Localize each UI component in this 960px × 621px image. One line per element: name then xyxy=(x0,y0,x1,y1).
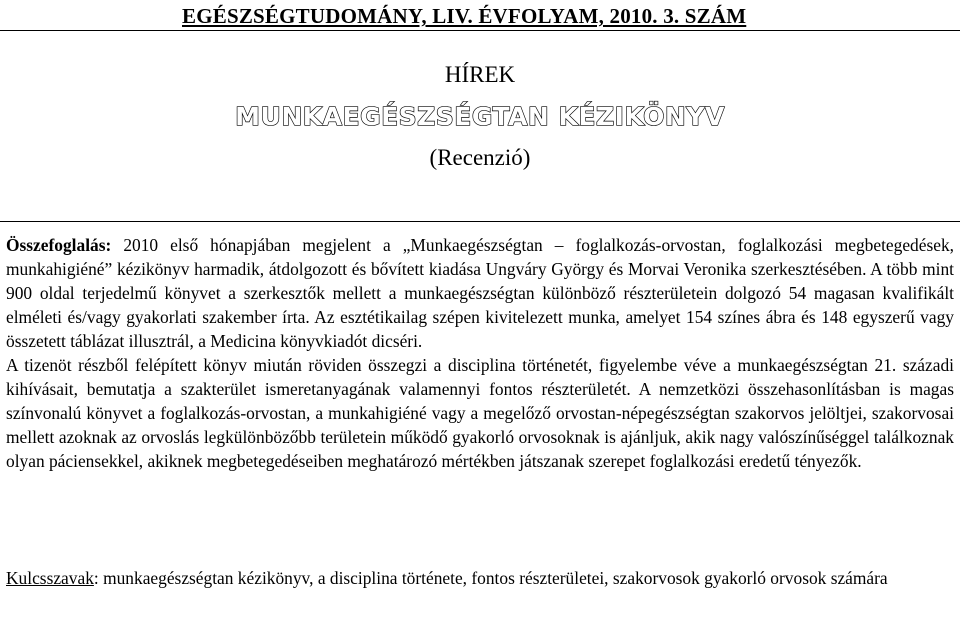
keywords-text: munkaegészségtan kézikönyv, a disciplina története, fontos részterületei, szakorvosok gyakorló orvosok számára xyxy=(98,568,888,588)
keywords xyxy=(6,566,954,590)
article-title: MUNKAEGÉSZSÉGTAN KÉZIKÖNYV xyxy=(235,102,725,131)
section-divider xyxy=(0,221,960,222)
abstract-label: Összefoglalás: xyxy=(6,235,112,255)
abstract-text-1: 2010 első hónapjában megjelent a „Munkaegészségtan – foglalkozás-orvostan, foglalkozási megbetegedések, munkahigiéné” kézikönyv harmadik, átdolgozott és bővített kiadása Ungváry György és Morvai Veronika szerkesztésében. A több mint 900 oldal terjedelmű könyvet a szerkesztők mellett a munkaegészségtan különböző részterületein dolgozó 54 magasan kvalifikált elméleti és/vagy gyakorlati szakember írta. Az esztétikailag szépen kivitelezett munka, amelyet 154 színes ábra és 148 egyszerű vagy összetett táblázat illusztrál, a Medicina könyvkiadót dicséri. xyxy=(6,235,954,351)
header-divider xyxy=(0,30,960,31)
abstract-paragraph-1 xyxy=(6,233,954,353)
section-heading: HÍREK xyxy=(444,62,516,87)
keywords-colon: : xyxy=(93,568,99,588)
journal-header: EGÉSZSÉGTUDOMÁNY, LIV. ÉVFOLYAM, 2010. 3. SZÁM xyxy=(182,4,747,28)
article-subtitle: (Recenzió) xyxy=(429,145,531,170)
keywords-label: Kulcsszavak xyxy=(6,568,94,588)
abstract xyxy=(6,233,954,473)
abstract-paragraph-2: A tizenöt részből felépített könyv miután röviden összegzi a disciplina történetét, figyelembe véve a munkaegészségtan 21. századi kihívásait, bemutatja a szakterület ismeretanyagának valamennyi fontos részterületét. A nemzetközi összehasonlításban is magas színvonalú könyvet a foglalkozás-orvostan, a munkahigiéné vagy a megelőző orvostan-népegészségtan szakorvos jelöltjei, szakorvosai mellett azoknak az orvoslás legkülönbözőbb területein működő gyakorló orvosoknak is ajánljuk, akik nagy valószínűséggel találkoznak olyan páciensekkel, akiknek megbetegedéseiben meghatározó mértékben játszanak szerepet foglalkozási eredetű tényezők. xyxy=(6,355,954,471)
